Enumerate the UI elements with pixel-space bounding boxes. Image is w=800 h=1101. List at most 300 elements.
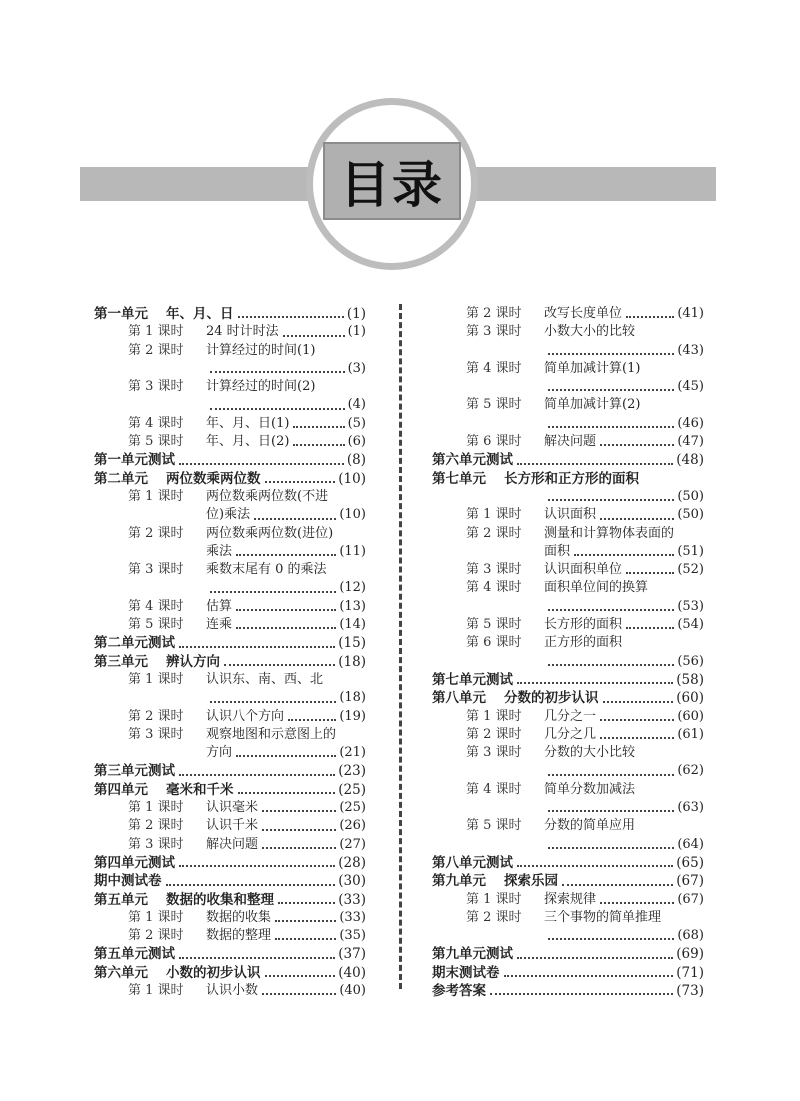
unit-name: 第四单元测试 — [94, 854, 175, 871]
leader-dots — [238, 316, 344, 318]
toc-entry-unit[interactable] — [94, 872, 366, 890]
toc-entry-unit[interactable] — [94, 891, 366, 909]
lesson-number: 第 1 课时 — [128, 982, 184, 998]
leader-dots — [600, 719, 674, 721]
page-number: (21) — [339, 745, 366, 761]
page-number: (19) — [339, 708, 366, 724]
page-number: (62) — [677, 763, 704, 779]
lesson-number: 第 5 课时 — [466, 617, 522, 633]
toc-entry-lesson[interactable] — [432, 708, 704, 726]
toc-entry-unit[interactable] — [94, 653, 366, 671]
page-number: (18) — [339, 690, 366, 706]
unit-title: 分数的初步认识 — [504, 690, 599, 707]
toc-entry-lesson[interactable] — [94, 982, 366, 1000]
toc-entry-cont[interactable] — [432, 653, 704, 671]
toc-entry-lesson[interactable] — [432, 561, 704, 579]
lesson-number: 第 3 课时 — [128, 726, 184, 742]
toc-left-column — [94, 305, 366, 1000]
page-number: (71) — [676, 964, 704, 981]
page-number: (41) — [677, 306, 704, 321]
unit-title: 小数的初步认识 — [166, 964, 261, 981]
lesson-number: 第 3 课时 — [128, 379, 184, 395]
lesson-title: 年、月、日(1) — [206, 415, 290, 431]
lesson-number: 第 1 课时 — [128, 671, 184, 687]
unit-name: 第六单元测试 — [432, 452, 513, 469]
unit-name: 第九单元 — [432, 873, 486, 890]
toc-entry-lesson[interactable] — [432, 616, 704, 634]
leader-dots — [293, 426, 344, 428]
leader-dots — [262, 829, 336, 831]
toc-entry-unit[interactable] — [94, 470, 366, 488]
unit-title: 两位数乘两位数 — [166, 470, 261, 487]
lesson-title: 简单加减计算(2) — [544, 397, 641, 413]
page-number: (48) — [676, 452, 704, 469]
unit-name: 第五单元 — [94, 891, 148, 908]
toc-entry-lesson[interactable] — [432, 634, 704, 652]
lesson-title: 简单加减计算(1) — [544, 360, 641, 376]
toc-entry-cont[interactable] — [94, 360, 366, 378]
page-number: (56) — [677, 653, 704, 669]
toc-entry-unit[interactable] — [432, 470, 704, 488]
lesson-title: 小数大小的比较 — [544, 324, 636, 340]
page-number: (11) — [339, 543, 366, 559]
page-number: (50) — [677, 507, 704, 523]
page-title: 目录 — [323, 142, 461, 220]
toc-entry-cont[interactable] — [94, 506, 366, 524]
page-number: (46) — [677, 415, 704, 431]
toc-entry-unit[interactable] — [432, 982, 704, 1000]
lesson-number: 第 3 课时 — [128, 836, 184, 852]
page-number: (18) — [338, 653, 366, 670]
toc-entry-lesson[interactable] — [432, 891, 704, 909]
lesson-number: 第 5 课时 — [128, 617, 184, 633]
page-number: (67) — [677, 891, 704, 907]
lesson-title: 认识毫米 — [206, 800, 259, 816]
page-number: (65) — [676, 854, 704, 871]
page-number: (26) — [339, 818, 366, 834]
toc-entry-lesson[interactable] — [432, 506, 704, 524]
page-number: (5) — [347, 415, 366, 431]
page-number: (63) — [677, 800, 704, 816]
leader-dots — [236, 627, 336, 629]
lesson-title: 测量和计算物体表面的 — [544, 525, 675, 541]
leader-dots — [548, 609, 674, 611]
leader-dots — [574, 554, 674, 556]
page-number: (8) — [346, 452, 366, 469]
leader-dots — [166, 884, 336, 886]
page-number: (68) — [677, 928, 704, 944]
toc-entry-unit[interactable] — [432, 854, 704, 872]
lesson-title: 认识小数 — [206, 982, 259, 998]
lesson-number: 第 3 课时 — [128, 562, 184, 578]
toc-entry-lesson[interactable] — [432, 525, 704, 543]
page-number: (64) — [677, 836, 704, 852]
unit-name: 第三单元 — [94, 653, 148, 670]
lesson-number: 第 2 课时 — [128, 928, 184, 944]
leader-dots — [517, 463, 673, 465]
lesson-title: 数据的整理 — [206, 928, 272, 944]
toc-entry-unit[interactable] — [94, 854, 366, 872]
unit-name: 第八单元测试 — [432, 854, 513, 871]
leader-dots — [262, 810, 336, 812]
leader-dots — [262, 847, 336, 849]
leader-dots — [179, 463, 344, 465]
leader-dots — [179, 774, 335, 776]
toc-entry-lesson[interactable] — [94, 726, 366, 744]
lesson-title: 认识面积单位 — [544, 562, 623, 578]
toc-entry-cont[interactable] — [432, 598, 704, 616]
leader-dots — [626, 627, 674, 629]
leader-dots — [548, 938, 674, 940]
toc-entry-lesson[interactable] — [94, 708, 366, 726]
lesson-number: 第 4 课时 — [128, 598, 184, 614]
leader-dots — [254, 518, 336, 520]
lesson-title: 估算 — [206, 598, 233, 614]
lesson-title: 数据的收集 — [206, 909, 272, 925]
toc-entry-unit[interactable] — [432, 872, 704, 890]
lesson-title: 认识东、南、西、北 — [206, 671, 324, 687]
unit-name: 第四单元 — [94, 781, 148, 798]
toc-entry-lesson[interactable] — [432, 726, 704, 744]
page-number: (12) — [339, 580, 366, 596]
page-number: (33) — [338, 891, 366, 908]
toc-entry-unit[interactable] — [432, 671, 704, 689]
leader-dots — [265, 975, 336, 977]
toc-entry-lesson[interactable] — [432, 433, 704, 451]
lesson-number: 第 1 课时 — [128, 488, 184, 504]
page-number: (50) — [677, 488, 704, 504]
lesson-title: 乘数末尾有 0 的乘法 — [206, 562, 327, 578]
leader-dots — [288, 719, 336, 721]
lesson-number: 第 1 课时 — [128, 324, 184, 340]
leader-dots — [626, 316, 674, 318]
unit-name: 第九单元测试 — [432, 946, 513, 963]
lesson-number: 第 6 课时 — [466, 635, 522, 651]
toc-entry-lesson[interactable] — [94, 799, 366, 817]
toc-entry-lesson[interactable] — [94, 378, 366, 396]
page-number: (52) — [677, 562, 704, 578]
page-number: (4) — [347, 397, 366, 413]
leader-dots — [275, 920, 336, 922]
toc-entry-lesson[interactable] — [432, 909, 704, 927]
lesson-number: 第 3 课时 — [466, 562, 522, 578]
leader-dots — [548, 847, 674, 849]
toc-entry-cont[interactable] — [432, 543, 704, 561]
unit-name: 期中测试卷 — [94, 873, 162, 890]
lesson-title: 简单分数加减法 — [544, 781, 636, 797]
toc-entry-unit[interactable] — [94, 451, 366, 469]
leader-dots — [626, 572, 674, 574]
unit-title: 探索乐园 — [504, 873, 558, 890]
page-number: (69) — [676, 946, 704, 963]
toc-entry-lesson[interactable] — [432, 396, 704, 414]
lesson-number: 第 1 课时 — [128, 800, 184, 816]
leader-dots — [179, 865, 335, 867]
leader-dots — [293, 444, 344, 446]
leader-dots — [265, 481, 336, 483]
toc-entry-cont[interactable] — [94, 744, 366, 762]
toc-entry-lesson[interactable] — [432, 781, 704, 799]
lesson-title: 探索规律 — [544, 891, 597, 907]
leader-dots — [600, 737, 674, 739]
lesson-number: 第 5 课时 — [466, 818, 522, 834]
lesson-number: 第 6 课时 — [466, 434, 522, 450]
page-number: (6) — [347, 434, 366, 450]
lesson-title: 长方形的面积 — [544, 617, 623, 633]
leader-dots — [600, 902, 674, 904]
toc-entry-lesson[interactable] — [432, 305, 704, 323]
toc-entry-unit[interactable] — [94, 305, 366, 323]
leader-dots — [517, 865, 673, 867]
lesson-title: 24 时计时法 — [206, 324, 279, 340]
unit-name: 参考答案 — [432, 982, 486, 999]
page-number: (10) — [339, 507, 366, 523]
lesson-title: 分数的大小比较 — [544, 745, 636, 761]
page-number: (37) — [338, 946, 366, 963]
leader-dots — [179, 646, 335, 648]
page-number: (3) — [347, 360, 366, 376]
page-number: (60) — [676, 690, 704, 707]
unit-name: 第六单元 — [94, 964, 148, 981]
lesson-title: 改写长度单位 — [544, 306, 623, 321]
lesson-number: 第 2 课时 — [128, 525, 184, 541]
lesson-title: 三个事物的简单推理 — [544, 909, 662, 925]
toc-entry-lesson[interactable] — [432, 744, 704, 762]
lesson-title: 计算经过的时间(1) — [206, 342, 316, 358]
lesson-title: 计算经过的时间(2) — [206, 379, 316, 395]
lesson-number: 第 2 课时 — [128, 708, 184, 724]
lesson-number: 第 1 课时 — [466, 507, 522, 523]
lesson-title: 两位数乘两位数(进位) — [206, 525, 334, 541]
leader-dots — [210, 408, 345, 410]
lesson-title: 几分之几 — [544, 726, 597, 742]
unit-name: 第三单元测试 — [94, 763, 175, 780]
unit-name: 第七单元 — [432, 470, 486, 487]
page-number: (35) — [339, 928, 366, 944]
leader-dots — [236, 609, 336, 611]
lesson-title: 年、月、日(2) — [206, 434, 290, 450]
leader-dots — [236, 755, 336, 757]
toc-entry-lesson[interactable] — [432, 579, 704, 597]
lesson-number: 第 2 课时 — [128, 818, 184, 834]
lesson-number: 第 5 课时 — [128, 434, 184, 450]
leader-dots — [548, 499, 674, 501]
unit-name: 第七单元测试 — [432, 671, 513, 688]
lesson-number: 第 3 课时 — [466, 324, 522, 340]
page-number: (61) — [677, 726, 704, 742]
page-number: (33) — [339, 909, 366, 925]
toc-entry-lesson[interactable] — [94, 671, 366, 689]
toc-right-column — [432, 305, 704, 1000]
toc-entry-lesson[interactable] — [94, 525, 366, 543]
unit-name: 期末测试卷 — [432, 964, 500, 981]
unit-title: 数据的收集和整理 — [166, 891, 274, 908]
page-number: (53) — [677, 598, 704, 614]
leader-dots — [238, 792, 336, 794]
leader-dots — [179, 957, 335, 959]
toc-entry-unit[interactable] — [94, 762, 366, 780]
lesson-title: 连乘 — [206, 617, 233, 633]
leader-dots — [548, 810, 674, 812]
leader-dots — [236, 554, 336, 556]
toc-entry-unit[interactable] — [432, 689, 704, 707]
toc-entry-lesson[interactable] — [94, 488, 366, 506]
leader-dots — [490, 993, 673, 995]
leader-dots — [548, 774, 674, 776]
toc-entry-cont[interactable] — [432, 927, 704, 945]
unit-name: 第二单元测试 — [94, 635, 175, 652]
lesson-title: 认识八个方向 — [206, 708, 285, 724]
page-number: (43) — [677, 342, 704, 358]
lesson-title: 两位数乘两位数(不进 — [206, 488, 329, 504]
toc-entry-cont[interactable] — [94, 396, 366, 414]
lesson-number: 第 2 课时 — [466, 525, 522, 541]
leader-dots — [262, 993, 336, 995]
column-divider — [399, 304, 402, 989]
page-number: (10) — [338, 470, 366, 487]
lesson-title: 认识面积 — [544, 507, 597, 523]
toc-entry-lesson[interactable] — [94, 598, 366, 616]
page-number: (13) — [339, 598, 366, 614]
lesson-number: 第 2 课时 — [466, 909, 522, 925]
toc-entry-cont[interactable] — [432, 836, 704, 854]
page-number: (58) — [676, 671, 704, 688]
leader-dots — [548, 664, 674, 666]
toc-entry-lesson[interactable] — [94, 927, 366, 945]
leader-dots — [210, 591, 336, 593]
toc-entry-lesson[interactable] — [432, 323, 704, 341]
toc-entry-cont[interactable] — [432, 762, 704, 780]
lesson-number: 第 5 课时 — [466, 397, 522, 413]
page-number: (25) — [338, 781, 366, 798]
page-number: (14) — [339, 617, 366, 633]
page-number: (28) — [338, 854, 366, 871]
toc-entry-cont[interactable] — [432, 378, 704, 396]
page-number: (60) — [677, 708, 704, 724]
unit-name: 第八单元 — [432, 690, 486, 707]
unit-name: 第五单元测试 — [94, 946, 175, 963]
unit-name: 第一单元 — [94, 306, 148, 322]
page-number: (40) — [338, 964, 366, 981]
lesson-title-continued: 位)乘法 — [206, 507, 251, 523]
page-number: (51) — [677, 543, 704, 559]
leader-dots — [224, 664, 335, 666]
leader-dots — [504, 975, 674, 977]
unit-title: 年、月、日 — [166, 306, 234, 322]
toc-entry-unit[interactable] — [432, 964, 704, 982]
toc-entry-unit[interactable] — [432, 945, 704, 963]
page-number: (23) — [338, 763, 366, 780]
toc-entry-lesson[interactable] — [94, 415, 366, 433]
page-number: (25) — [339, 800, 366, 816]
toc-entry-lesson[interactable] — [432, 817, 704, 835]
leader-dots — [278, 902, 335, 904]
page-number: (67) — [676, 873, 704, 890]
lesson-title: 认识千米 — [206, 818, 259, 834]
toc-entry-lesson[interactable] — [94, 817, 366, 835]
lesson-number: 第 4 课时 — [128, 415, 184, 431]
lesson-title: 解决问题 — [206, 836, 259, 852]
leader-dots — [562, 884, 673, 886]
toc-entry-unit[interactable] — [94, 964, 366, 982]
toc-entry-lesson[interactable] — [94, 342, 366, 360]
leader-dots — [517, 957, 673, 959]
page-number: (27) — [339, 836, 366, 852]
lesson-title: 几分之一 — [544, 708, 597, 724]
page-number: (15) — [338, 635, 366, 652]
page-number: (73) — [676, 982, 704, 999]
leader-dots — [517, 682, 673, 684]
toc-entry-cont[interactable] — [94, 579, 366, 597]
lesson-number: 第 2 课时 — [466, 726, 522, 742]
lesson-title-continued: 面积 — [544, 543, 571, 559]
toc-entry-lesson[interactable] — [94, 616, 366, 634]
toc-entry-unit[interactable] — [432, 451, 704, 469]
toc-entry-lesson[interactable] — [94, 909, 366, 927]
lesson-number: 第 4 课时 — [466, 360, 522, 376]
lesson-number: 第 4 课时 — [466, 781, 522, 797]
lesson-number: 第 1 课时 — [128, 909, 184, 925]
lesson-number: 第 1 课时 — [466, 708, 522, 724]
lesson-title: 解决问题 — [544, 434, 597, 450]
toc-entry-lesson[interactable] — [94, 836, 366, 854]
unit-title: 长方形和正方形的面积 — [504, 470, 639, 487]
toc-entry-lesson[interactable] — [432, 360, 704, 378]
lesson-number: 第 3 课时 — [466, 745, 522, 761]
toc-entry-unit[interactable] — [94, 634, 366, 652]
leader-dots — [210, 371, 345, 373]
page-number: (40) — [339, 982, 366, 998]
page-number: (54) — [677, 617, 704, 633]
toc-entry-cont[interactable] — [432, 342, 704, 360]
toc-entry-lesson[interactable] — [94, 433, 366, 451]
leader-dots — [210, 701, 336, 703]
page-number: (30) — [338, 873, 366, 890]
leader-dots — [283, 335, 345, 337]
toc-entry-unit[interactable] — [94, 781, 366, 799]
toc-entry-cont[interactable] — [432, 488, 704, 506]
toc-entry-lesson[interactable] — [94, 561, 366, 579]
toc-entry-unit[interactable] — [94, 945, 366, 963]
page-number: (47) — [677, 434, 704, 450]
page-number: (1) — [347, 324, 366, 340]
leader-dots — [548, 353, 674, 355]
toc-entry-cont[interactable] — [432, 415, 704, 433]
page-number: (1) — [346, 306, 366, 322]
lesson-title: 分数的简单应用 — [544, 818, 636, 834]
leader-dots — [548, 426, 674, 428]
lesson-title-continued: 乘法 — [206, 543, 233, 559]
toc-entry-cont[interactable] — [94, 543, 366, 561]
unit-title: 毫米和千米 — [166, 781, 234, 798]
toc-entry-cont[interactable] — [432, 799, 704, 817]
leader-dots — [275, 938, 336, 940]
toc-entry-lesson[interactable] — [94, 323, 366, 341]
lesson-number: 第 1 课时 — [466, 891, 522, 907]
lesson-title-continued: 方向 — [206, 745, 233, 761]
unit-name: 第一单元测试 — [94, 452, 175, 469]
lesson-title: 面积单位间的换算 — [544, 580, 649, 596]
toc-entry-cont[interactable] — [94, 689, 366, 707]
lesson-number: 第 2 课时 — [128, 342, 184, 358]
lesson-title: 正方形的面积 — [544, 635, 623, 651]
page-number: (45) — [677, 379, 704, 395]
lesson-number: 第 2 课时 — [466, 306, 522, 321]
leader-dots — [548, 389, 674, 391]
leader-dots — [600, 518, 674, 520]
leader-dots — [600, 444, 674, 446]
leader-dots — [603, 701, 674, 703]
